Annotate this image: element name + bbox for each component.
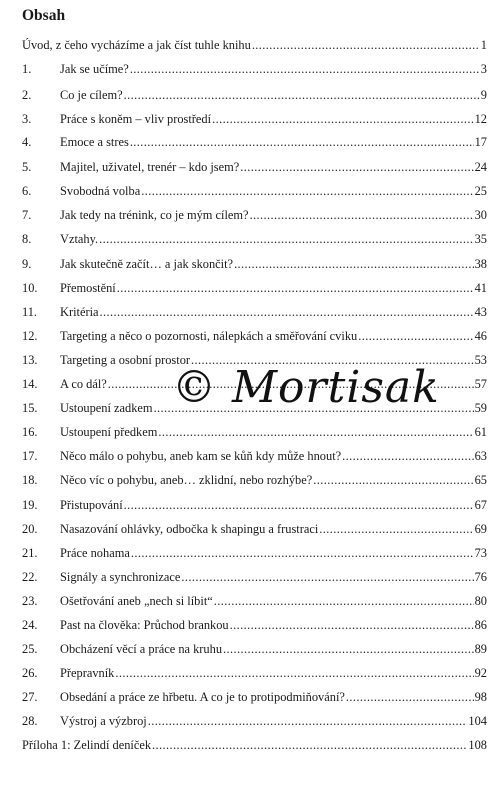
toc-entry-page-number: 12 [474,112,487,126]
toc-entry-title: Příloha 1: Zelindí deníček [22,738,152,752]
toc-entry-page-number: 86 [474,618,487,632]
toc-entry-page-number: 35 [474,232,487,246]
toc-entry-title: Svobodná volba [60,184,141,198]
toc-entry-page-number: 25 [474,184,487,198]
toc-entry[interactable] [22,472,487,488]
toc-entry-number: 3. [22,112,32,126]
toc-entry-page-number: 3 [480,62,487,76]
toc-entry-page-number: 61 [474,425,487,439]
toc-entry-page-number: 69 [474,522,487,536]
toc-entry-page-number: 104 [468,714,487,728]
toc-entry-page-number: 53 [474,353,487,367]
dot-leader [124,87,480,103]
toc-entry-title: Signály a synchronizace [60,570,181,584]
toc-entry-title: Targeting a něco o pozornosti, nálepkách a směřování cviku [60,329,358,343]
dot-leader [99,231,474,247]
toc-entry-page-number: 43 [474,305,487,319]
toc-entry-page-number: 9 [480,88,487,102]
toc-entry-number: 19. [22,498,38,512]
toc-entry-number: 13. [22,353,38,367]
toc-entry-title: Něco málo o pohybu, aneb kam se kůň kdy může hnout? [60,449,342,463]
toc-entry-title: Jak tedy na trénink, co je mým cílem? [60,208,249,222]
toc-entry-number: 5. [22,160,32,174]
toc-entry-title: Přepravník [60,666,115,680]
toc-entry[interactable] [22,87,487,103]
toc-entry-number: 25. [22,642,38,656]
toc-entry[interactable] [22,424,487,440]
toc-entry-page-number: 38 [474,257,487,271]
toc-entry-page-number: 108 [468,738,487,752]
toc-entry[interactable] [22,665,487,681]
toc-entry-title: Něco víc o pohybu, aneb… zklidní, nebo rozhýbe? [60,473,313,487]
toc-entry[interactable] [22,641,487,657]
toc-entry-number: 10. [22,281,38,295]
toc-entry-number: 17. [22,449,38,463]
dot-leader [115,665,473,681]
toc-entry-number: 28. [22,714,38,728]
toc-entry-title: Majitel, uživatel, trenér – kdo jsem? [60,160,240,174]
dot-leader [124,497,474,513]
toc-entry[interactable] [22,183,487,199]
toc-entry-page-number: 63 [474,449,487,463]
toc-entry-number: 7. [22,208,32,222]
toc-entry[interactable] [22,545,487,561]
toc-entry[interactable] [22,569,487,585]
toc-entry-number: 15. [22,401,38,415]
toc-entry-title: Targeting a osobní prostor [60,353,191,367]
toc-entry[interactable] [22,593,487,609]
dot-leader [212,111,474,127]
toc-entry-page-number: 17 [474,135,487,149]
toc-entry[interactable] [22,231,487,247]
toc-entry-number: 16. [22,425,38,439]
copyright-watermark: © Mortisak [172,362,440,413]
toc-entry-number: 18. [22,473,38,487]
toc-entry[interactable] [22,617,487,633]
toc-entry-title: Obsedání a práce ze hřbetu. A co je to protipodmiňování? [60,690,345,704]
toc-entry-title: Přemostění [60,281,116,295]
toc-entry-title: A co dál? [60,377,107,391]
toc-entry-number: 6. [22,184,32,198]
toc-entry-page-number: 65 [474,473,487,487]
toc-entry[interactable] [22,134,487,150]
toc-entry[interactable] [22,61,487,77]
toc-entry-number: 14. [22,377,38,391]
toc-entry-page-number: 76 [474,570,487,584]
dot-leader [214,593,474,609]
toc-entry-title: Co je cílem? [60,88,123,102]
dot-leader [346,689,474,705]
toc-entry-title: Přistupování [60,498,123,512]
toc-entry-number: 12. [22,329,38,343]
toc-entry-title: Jak se učíme? [60,62,129,76]
toc-entry-title: Úvod, z čeho vycházíme a jak číst tuhle knihu [22,38,251,52]
toc-entry[interactable] [22,328,487,344]
toc-entry-page-number: 80 [474,594,487,608]
toc-entry-number: 4. [22,135,32,149]
toc-entry-number: 23. [22,594,38,608]
toc-entry-title: Past na člověka: Průchod brankou [60,618,229,632]
toc-entry[interactable] [22,689,487,705]
dot-leader [117,280,474,296]
toc-entry[interactable] [22,111,487,127]
toc-entry-title: Práce s koněm – vliv prostředí [60,112,212,126]
dot-leader [313,472,473,488]
toc-entry-page-number: 67 [474,498,487,512]
dot-leader [230,617,474,633]
dot-leader [141,183,473,199]
toc-entry-title: Práce nohama [60,546,130,560]
toc-entry-page-number: 73 [474,546,487,560]
toc-entry-page-number: 1 [480,38,487,52]
toc-entry[interactable] [22,256,487,272]
toc-entry[interactable] [22,713,487,729]
dot-leader [319,521,473,537]
dot-leader [342,448,473,464]
toc-entry-number: 21. [22,546,38,560]
toc-entry-title: Vztahy. [60,232,99,246]
toc-entry[interactable] [22,448,487,464]
toc-entry[interactable] [22,304,487,320]
toc-entry[interactable] [22,37,487,53]
toc-entry-number: 27. [22,690,38,704]
toc-entry-number: 20. [22,522,38,536]
toc-entry-page-number: 41 [474,281,487,295]
toc-entry-number: 2. [22,88,32,102]
toc-entry[interactable] [22,521,487,537]
dot-leader [158,424,473,440]
toc-entry-page-number: 30 [474,208,487,222]
toc-entry-number: 22. [22,570,38,584]
toc-entry-page-number: 98 [474,690,487,704]
toc-entry-title: Emoce a stres [60,135,129,149]
toc-entry-page-number: 59 [474,401,487,415]
toc-entry[interactable] [22,280,487,296]
toc-entry[interactable] [22,737,487,753]
toc-entry-page-number: 89 [474,642,487,656]
toc-heading: Obsah [22,7,66,24]
dot-leader [234,256,474,272]
toc-entry-page-number: 57 [474,377,487,391]
toc-entry[interactable] [22,159,487,175]
toc-entry-page-number: 92 [474,666,487,680]
toc-entry-number: 1. [22,62,32,76]
dot-leader [130,134,474,150]
dot-leader [250,207,474,223]
dot-leader [148,713,468,729]
toc-entry-number: 9. [22,257,32,271]
toc-entry-title: Nasazování ohlávky, odbočka k shapingu a frustraci [60,522,319,536]
toc-entry-title: Výstroj a výzbroj [60,714,147,728]
dot-leader [223,641,474,657]
toc-entry-title: Ustoupení zadkem [60,401,153,415]
dot-leader [181,569,473,585]
dot-leader [100,304,474,320]
toc-entry-title: Obcházení věcí a práce na kruhu [60,642,223,656]
dot-leader [240,159,473,175]
toc-entry-title: Kritéria [60,305,99,319]
toc-entry-page-number: 46 [474,329,487,343]
toc-entry[interactable] [22,207,487,223]
toc-entry[interactable] [22,497,487,513]
toc-entry-number: 26. [22,666,38,680]
toc-entry-title: Ošetřování aneb „nech si líbit“ [60,594,213,608]
toc-entry-title: Jak skutečně začít… a jak skončit? [60,257,234,271]
dot-leader [252,37,480,53]
toc-entry-number: 24. [22,618,38,632]
dot-leader [131,545,474,561]
toc-entry-number: 8. [22,232,32,246]
toc-entry-number: 11. [22,305,38,319]
toc-entry-page-number: 24 [474,160,487,174]
dot-leader [358,328,473,344]
dot-leader [130,61,480,77]
dot-leader [152,737,467,753]
toc-entry-title: Ustoupení předkem [60,425,158,439]
